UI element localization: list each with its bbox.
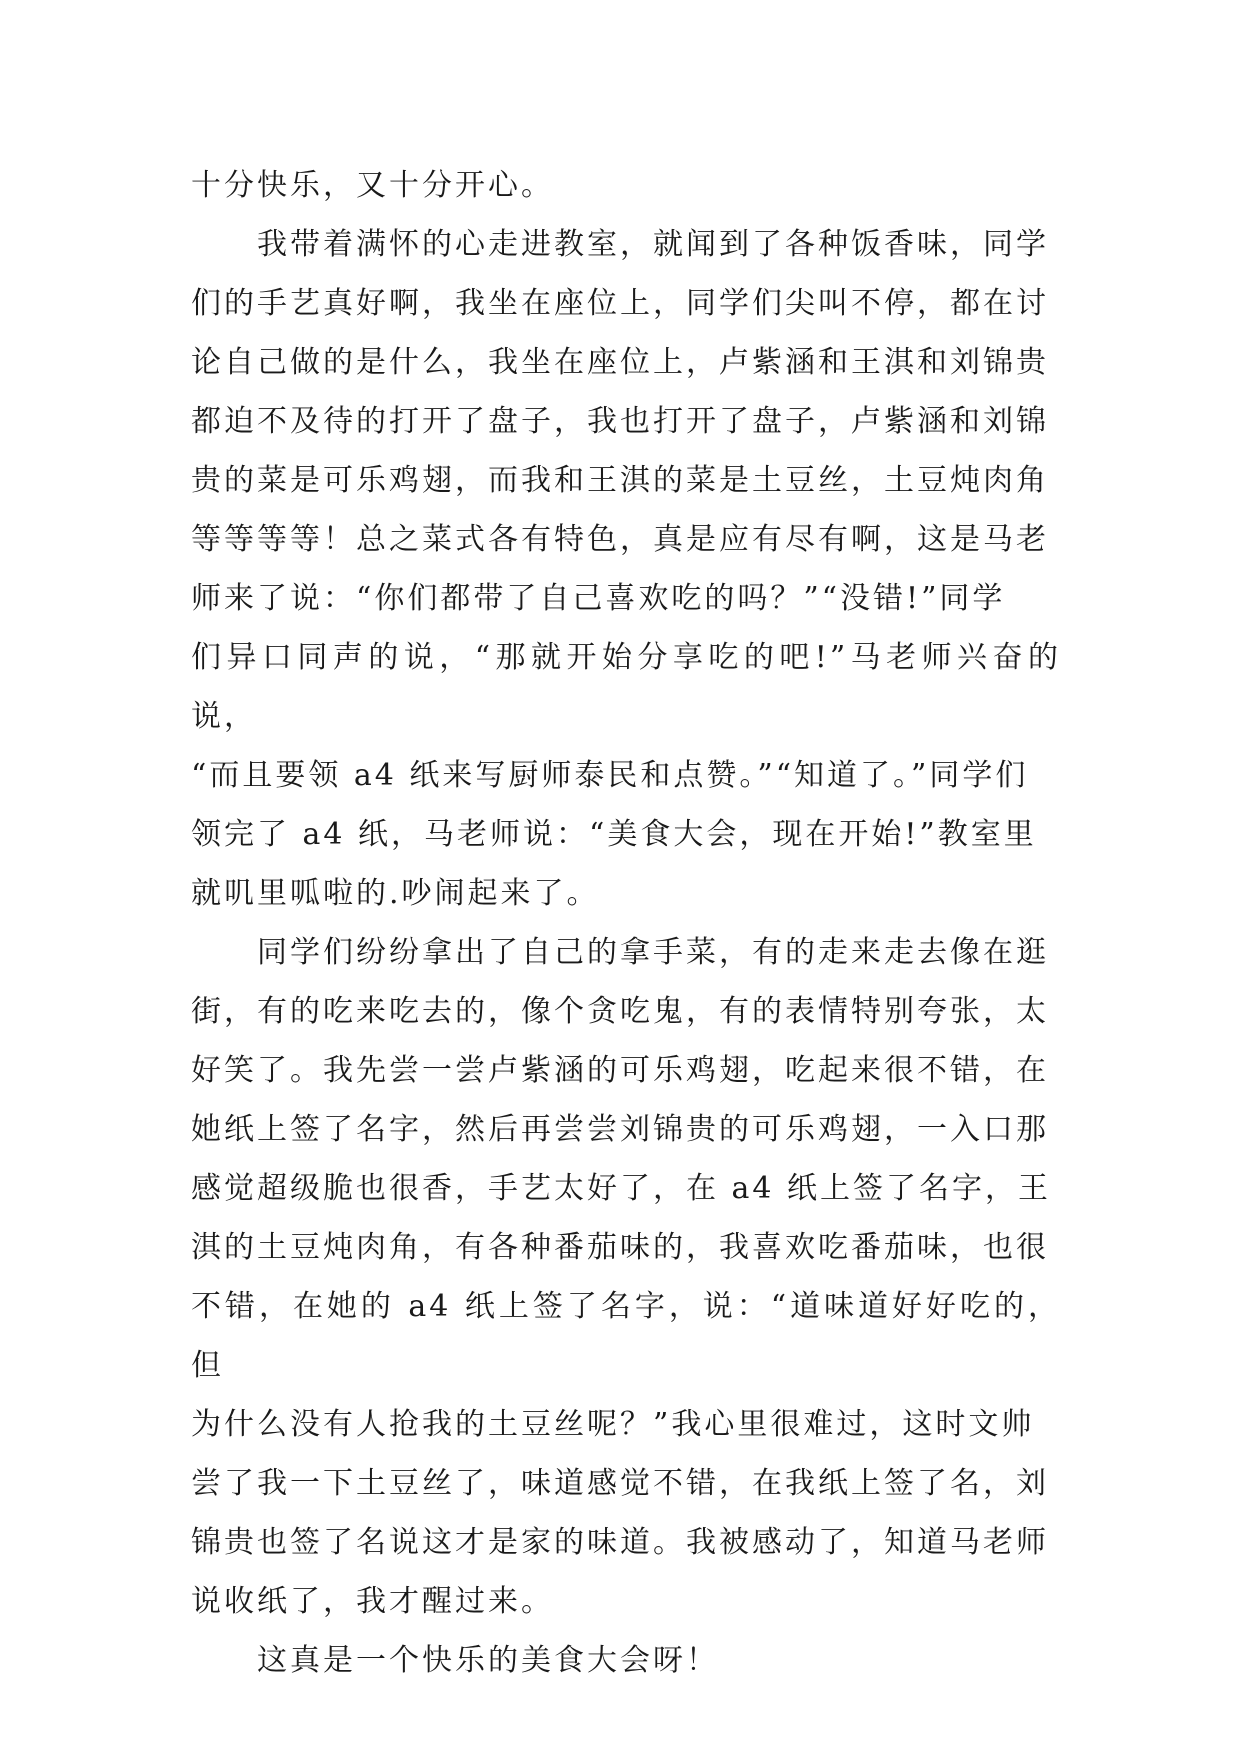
- paragraph-tasting: 同学们纷纷拿出了自己的拿手菜，有的走来走去像在逛 街，有的吃来吃去的，像个贪吃鬼，有的表情特别夸张，太 好笑了。我先尝一尝卢紫涵的可乐鸡翅，吃起来很不错，在 她纸上签了名字，然后再尝尝刘锦贵的可乐鸡翅，一入口那 感觉超级脆也很香，手艺太好了，在 a4 纸上签了名字，王 淇的土豆炖肉角，有各种番茄味的，我喜欢吃番茄味，也很 不错，在她的 a4 纸上签了名字，说：“道味道好好吃的，但 为什么没有人抢我的土豆丝呢？”我心里很难过，这时文帅 尝了我一下土豆丝了，味道感觉不错，在我纸上签了名，刘 锦贵也签了名说这才是家的味道。我被感动了，知道马老师 说收纸了，我才醒过来。: [191, 935, 1061, 1619]
- paragraph-classroom: 我带着满怀的心走进教室，就闻到了各种饭香味，同学 们的手艺真好啊，我坐在座位上，同学们尖叫不停，都在讨 论自己做的是什么，我坐在座位上，卢紫涵和王淇和刘锦贵 都迫不及待的打开了盘子，我也打开了盘子，卢紫涵和刘锦 贵的菜是可乐鸡翅，而我和王淇的菜是土豆丝，土豆炖肉角 等等等等！总之菜式各有特色，真是应有尽有啊，这是马老 师来了说：“你们都带了自己喜欢吃的吗？”“没错!”同学 们异口同声的说，“那就开始分享吃的吧!”马老师兴奋的说， “而且要领 a4 纸来写厨师泰民和点赞。”“知道了。”同学们 领完了 a4 纸，马老师说：“美食大会，现在开始!”教室里 就叽里呱啦的.吵闹起来了。: [191, 227, 1061, 911]
- paragraph-continuation: 十分快乐，又十分开心。: [191, 168, 554, 203]
- body-text: [191, 156, 1061, 1690]
- paragraph-conclusion: 这真是一个快乐的美食大会呀！: [257, 1643, 719, 1678]
